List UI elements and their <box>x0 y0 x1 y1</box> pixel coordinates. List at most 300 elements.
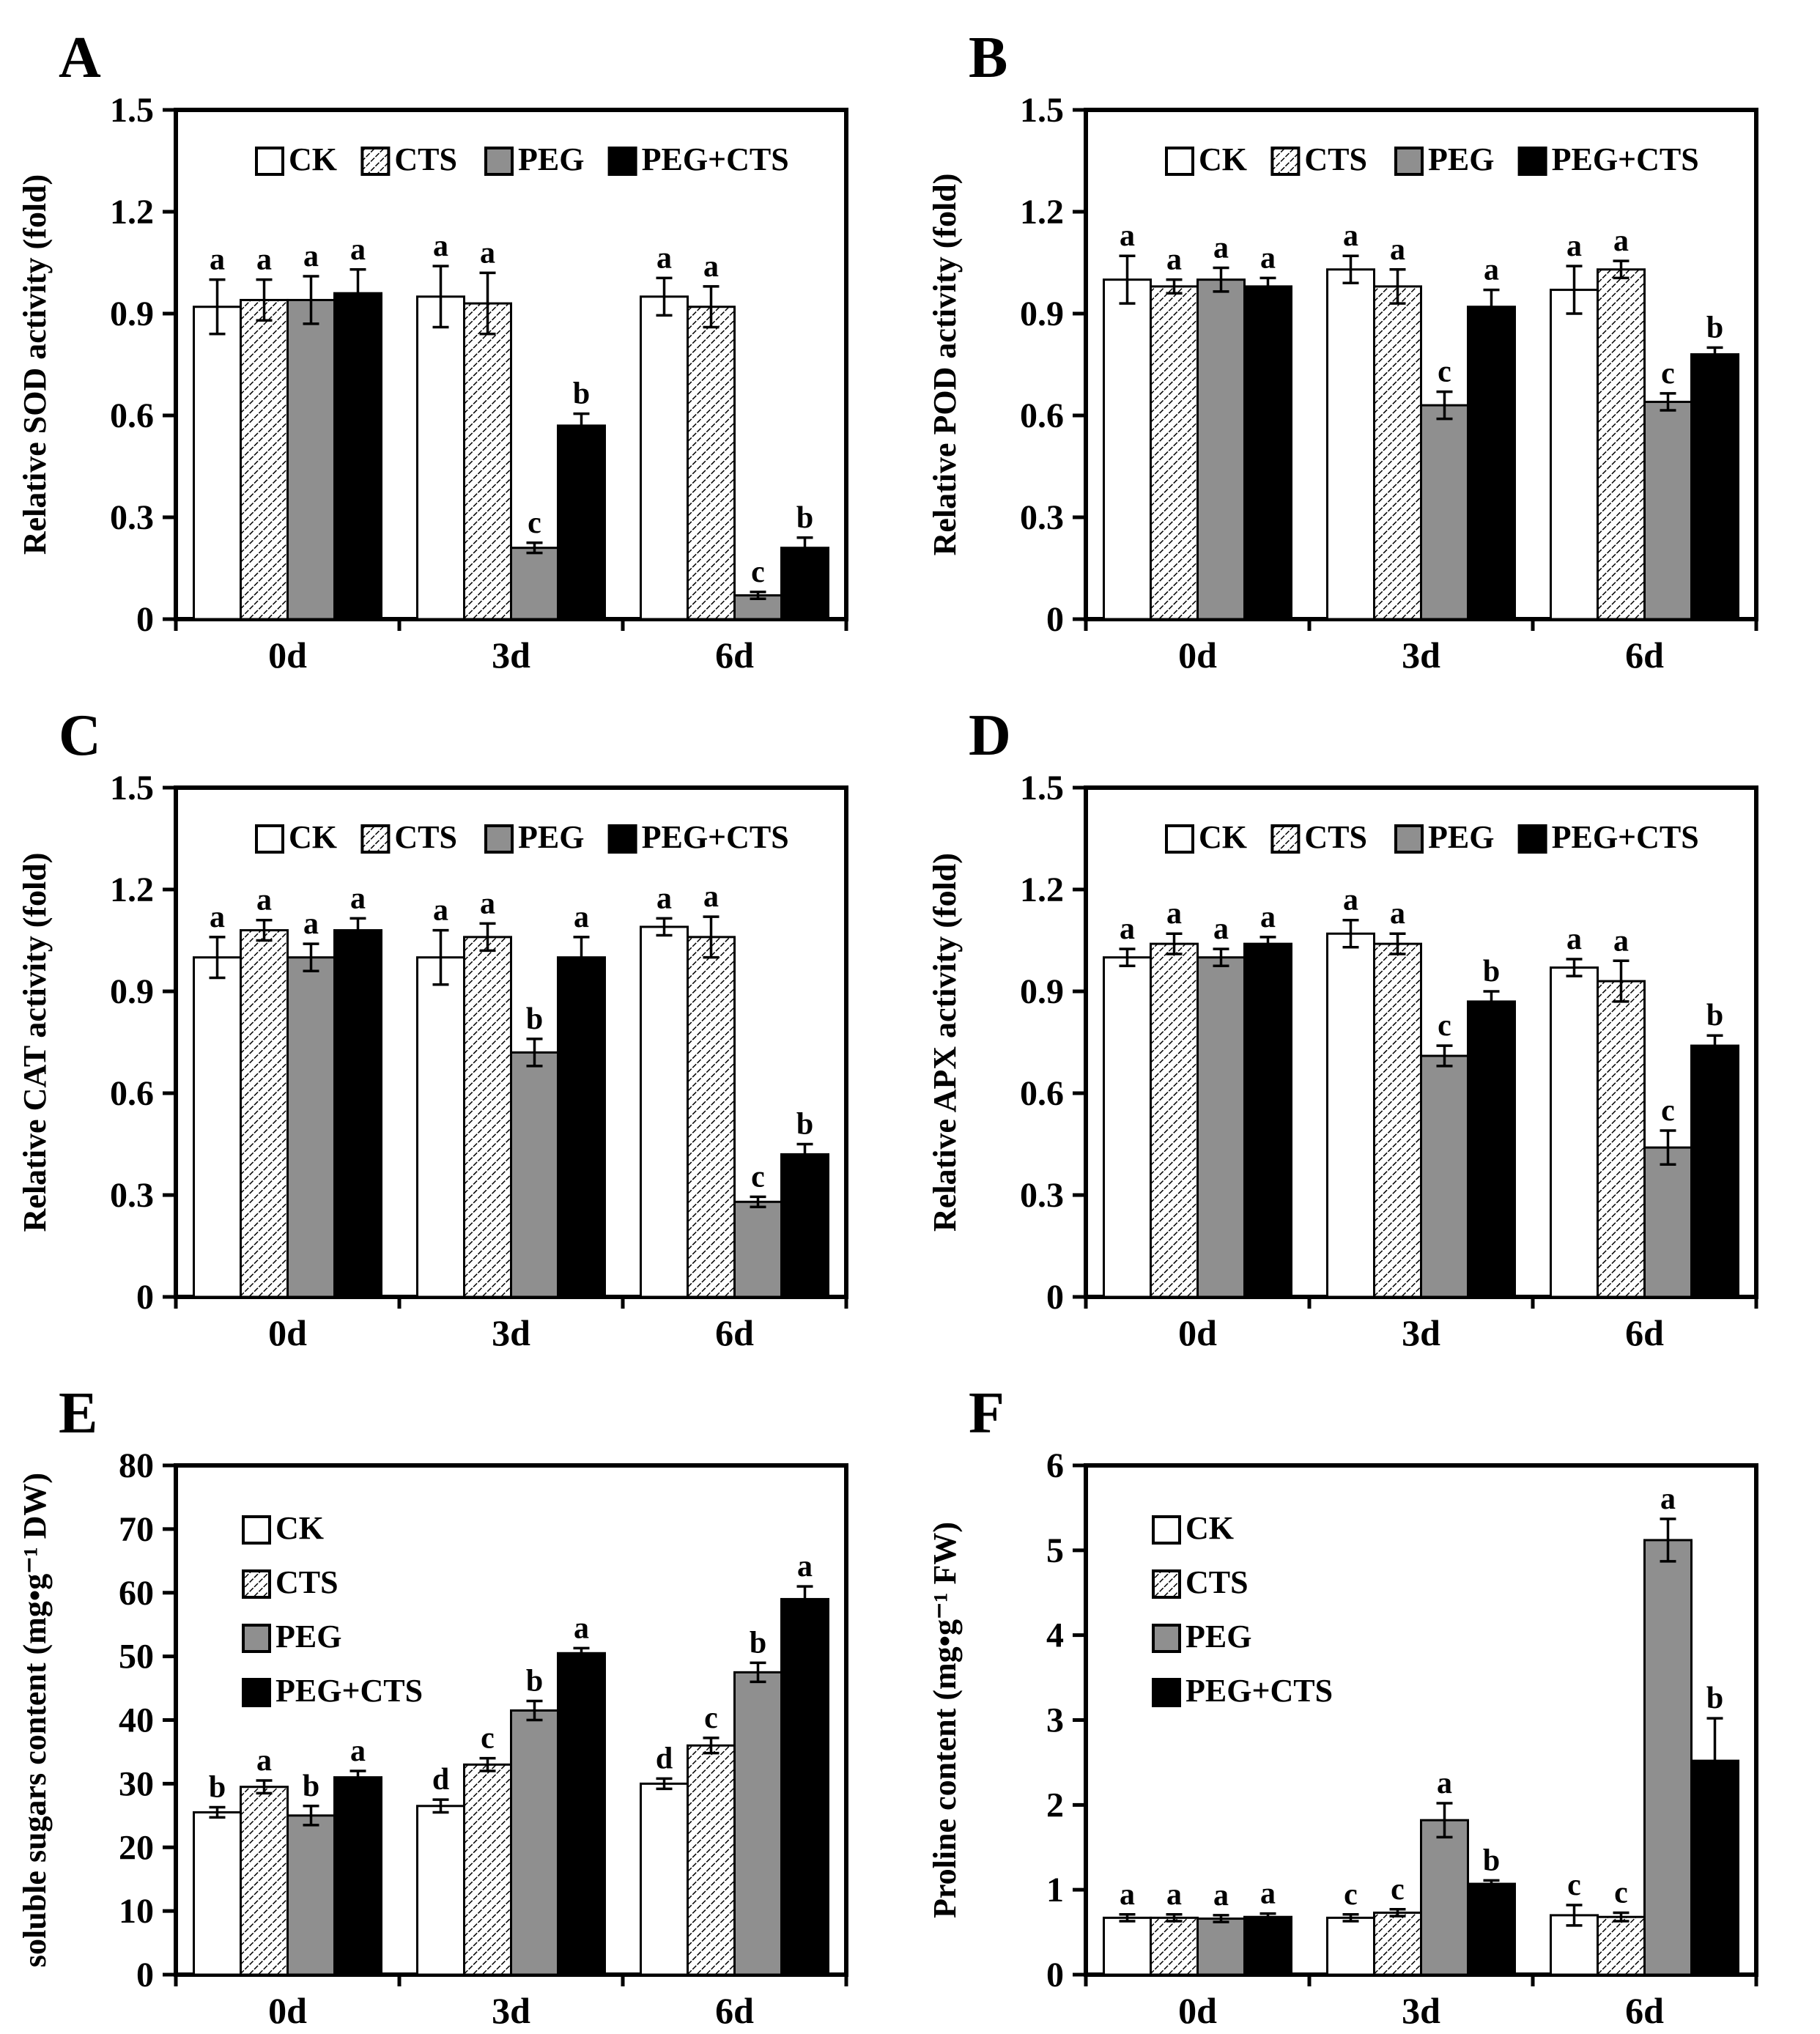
significance-letter: a <box>797 1550 813 1584</box>
y-tick-label: 0.6 <box>110 1074 154 1113</box>
bar-PEG+CTS-0d <box>1245 944 1292 1297</box>
significance-letter: b <box>1482 955 1501 988</box>
bar-CTS-3d <box>465 1764 511 1975</box>
x-category-label: 3d <box>1402 1990 1440 2031</box>
bars <box>194 229 829 619</box>
y-axis <box>1046 1446 1086 1994</box>
y-axis-title: soluble sugars content (mg•g⁻¹ DW) <box>17 1472 53 1968</box>
x-category-label: 3d <box>1402 635 1440 676</box>
significance-letter: a <box>350 232 366 267</box>
error-bar <box>350 918 366 930</box>
significance-letter: a <box>1613 224 1629 259</box>
error-bar <box>1484 991 1500 1002</box>
bar-CTS-0d <box>241 931 288 1297</box>
y-tick-label: 0.9 <box>110 972 154 1011</box>
significance-letter: a <box>1484 253 1499 287</box>
bar-CTS-6d <box>1598 981 1645 1297</box>
legend-label: CTS <box>394 819 457 855</box>
significance-letter: c <box>751 1160 765 1194</box>
panel-F <box>910 1356 1820 2034</box>
significance-letter: c <box>1614 1876 1628 1910</box>
legend-swatch-CK <box>1166 148 1193 174</box>
legend-label: CTS <box>1304 819 1367 855</box>
y-tick-label: 0.3 <box>1020 498 1064 537</box>
y-tick-label: 10 <box>119 1892 154 1931</box>
x-category-label: 0d <box>1178 1990 1217 2031</box>
bar-CK-3d <box>1328 933 1375 1297</box>
panel-D <box>910 678 1820 1356</box>
panel-D-chart <box>910 678 1820 1356</box>
y-tick-label: 0 <box>1046 600 1064 639</box>
panel-letter: F <box>969 1381 1005 1446</box>
bar-PEG+CTS-6d <box>782 1599 829 1975</box>
bar-CTS-0d <box>241 300 288 619</box>
significance-letter: b <box>796 1107 814 1142</box>
significance-letter: c <box>1661 1093 1675 1128</box>
y-tick-label: 0.9 <box>110 295 154 333</box>
panel-A-chart <box>0 0 910 678</box>
bar-CK-3d <box>418 297 465 619</box>
x-axis <box>176 1975 846 2031</box>
significance-letter: d <box>655 1742 673 1776</box>
panel-letter: B <box>969 26 1008 90</box>
y-tick-label: 1.2 <box>1020 193 1064 232</box>
bar-PEG+CTS-3d <box>558 426 605 619</box>
error-bar <box>574 414 590 426</box>
bar-CK-3d <box>1328 270 1375 619</box>
y-tick-label: 50 <box>119 1637 154 1676</box>
significance-letter: a <box>1566 229 1582 264</box>
error-bar <box>1484 290 1500 307</box>
significance-letter: c <box>704 1701 718 1735</box>
y-tick-label: 6 <box>1046 1446 1064 1485</box>
bars <box>1104 884 1739 1297</box>
error-bar <box>797 1586 813 1599</box>
bars <box>1104 219 1739 619</box>
y-tick-label: 0.6 <box>1020 396 1064 435</box>
bar-PEG-6d <box>735 1672 782 1975</box>
x-category-label: 6d <box>1625 635 1664 676</box>
significance-letter: a <box>1120 219 1135 254</box>
legend-label: CTS <box>1185 1564 1249 1600</box>
bar-CTS-0d <box>1151 1917 1198 1975</box>
legend-swatch-PEG <box>1396 826 1422 852</box>
significance-letter: b <box>302 1769 320 1803</box>
y-axis <box>110 769 176 1317</box>
legend-label: CK <box>1199 141 1247 177</box>
significance-letter: a <box>1260 241 1276 275</box>
bar-CK-0d <box>194 1812 241 1975</box>
panel-B <box>910 0 1820 678</box>
y-tick-label: 0 <box>136 1278 154 1317</box>
significance-letter: c <box>1661 356 1675 391</box>
y-tick-label: 3 <box>1046 1701 1064 1740</box>
legend-swatch-CK <box>256 826 283 852</box>
significance-letter: a <box>256 1744 272 1778</box>
significance-letter: a <box>1343 883 1358 917</box>
x-category-label: 6d <box>715 1312 754 1353</box>
significance-letter: a <box>256 243 272 277</box>
x-category-label: 3d <box>492 1990 530 2031</box>
y-axis-title: Relative POD activity (fold) <box>927 173 963 556</box>
bar-PEG+CTS-6d <box>1692 355 1739 619</box>
bar-PEG-0d <box>1198 958 1245 1297</box>
bars <box>194 1550 829 1975</box>
error-bar <box>1260 278 1276 286</box>
legend-label: PEG <box>518 819 585 855</box>
significance-letter: a <box>1213 912 1229 947</box>
bar-PEG+CTS-0d <box>335 1778 382 1975</box>
significance-letter: a <box>433 229 448 264</box>
bar-PEG+CTS-6d <box>782 1154 829 1297</box>
bar-PEG-0d <box>288 1816 335 1975</box>
bar-PEG+CTS-0d <box>1245 1917 1292 1975</box>
legend-swatch-PEG+CTS <box>1520 148 1546 174</box>
bar-CK-3d <box>1328 1917 1375 1975</box>
bar-CTS-3d <box>1375 286 1421 619</box>
legend-swatch-CTS <box>1272 148 1298 174</box>
x-category-label: 3d <box>1402 1312 1440 1353</box>
legend-swatch-CTS <box>362 826 388 852</box>
significance-letter: b <box>1482 1843 1501 1878</box>
y-tick-label: 0 <box>136 600 154 639</box>
significance-letter: c <box>481 1721 495 1756</box>
legend <box>1153 1510 1333 1709</box>
x-axis <box>176 619 846 676</box>
significance-letter: a <box>1166 897 1182 931</box>
x-axis <box>1086 1975 1756 2031</box>
significance-letter: c <box>1391 1872 1405 1907</box>
bar-CK-6d <box>641 927 688 1297</box>
significance-letter: a <box>210 243 225 277</box>
y-tick-label: 5 <box>1046 1531 1064 1570</box>
panel-C <box>0 678 910 1356</box>
legend-swatch-PEG+CTS <box>243 1679 270 1706</box>
bar-CK-0d <box>194 958 241 1297</box>
legend-label: CK <box>275 1510 324 1546</box>
y-tick-label: 1.5 <box>110 769 154 807</box>
y-tick-label: 20 <box>119 1828 154 1868</box>
significance-letter: a <box>574 1611 589 1646</box>
legend-swatch-CTS <box>1153 1571 1180 1597</box>
x-axis <box>1086 1297 1756 1353</box>
x-category-label: 0d <box>268 635 307 676</box>
bar-CK-3d <box>418 1806 465 1975</box>
significance-letter: c <box>1567 1868 1581 1903</box>
legend-label: CTS <box>394 141 457 177</box>
bar-PEG-3d <box>1421 1820 1468 1975</box>
y-axis-title: Proline content (mg•g⁻¹ FW) <box>927 1521 963 1919</box>
bar-CTS-3d <box>1375 1912 1421 1975</box>
bar-CTS-3d <box>465 937 511 1297</box>
significance-letter: a <box>303 240 319 274</box>
bar-PEG-3d <box>511 1052 558 1297</box>
legend-swatch-PEG <box>243 1625 270 1652</box>
significance-letter: d <box>432 1763 450 1797</box>
y-tick-label: 0.3 <box>110 498 154 537</box>
significance-letter: a <box>1120 912 1135 947</box>
legend-swatch-PEG <box>486 148 512 174</box>
bar-CTS-6d <box>688 307 735 619</box>
significance-letter: a <box>1120 1877 1135 1912</box>
legend-swatch-CTS <box>1272 826 1298 852</box>
error-bar <box>797 538 813 548</box>
bar-CK-3d <box>418 958 465 1297</box>
significance-letter: b <box>525 1002 544 1036</box>
legend <box>243 1510 423 1709</box>
bar-PEG+CTS-3d <box>1468 1884 1515 1975</box>
legend-label: PEG+CTS <box>1185 1673 1333 1709</box>
bar-CK-6d <box>1551 290 1598 619</box>
x-axis <box>1086 619 1756 676</box>
significance-letter: c <box>751 555 765 589</box>
significance-letter: a <box>350 881 366 916</box>
y-tick-label: 70 <box>119 1509 154 1549</box>
significance-letter: a <box>1166 1877 1182 1912</box>
bar-CTS-0d <box>1151 944 1198 1297</box>
error-bar <box>350 270 366 293</box>
bar-PEG+CTS-3d <box>1468 1002 1515 1297</box>
error-bar <box>1707 1718 1723 1761</box>
significance-letter: a <box>480 236 495 270</box>
legend-label: PEG <box>1428 141 1495 177</box>
legend-label: CTS <box>275 1564 339 1600</box>
bar-PEG-6d <box>1645 1540 1692 1975</box>
panel-C-chart <box>0 678 910 1356</box>
bar-CTS-0d <box>1151 286 1198 619</box>
y-tick-label: 4 <box>1046 1616 1064 1655</box>
bar-CK-0d <box>1104 958 1151 1297</box>
bar-PEG-3d <box>511 1710 558 1975</box>
legend-swatch-PEG+CTS <box>610 148 636 174</box>
legend-swatch-CTS <box>243 1571 270 1597</box>
significance-letter: a <box>256 883 272 917</box>
panel-letter: A <box>59 26 101 90</box>
y-tick-label: 1.2 <box>110 193 154 232</box>
legend-label: PEG <box>1185 1619 1252 1654</box>
y-tick-label: 0.9 <box>1020 972 1064 1011</box>
bar-PEG-0d <box>288 958 335 1297</box>
y-tick-label: 2 <box>1046 1786 1064 1825</box>
x-category-label: 6d <box>1625 1990 1664 2031</box>
panel-letter: C <box>59 703 101 768</box>
significance-letter: a <box>1437 1767 1452 1801</box>
significance-letter: a <box>703 880 719 914</box>
significance-letter: a <box>574 900 589 934</box>
bar-CTS-0d <box>241 1787 288 1975</box>
significance-letter: a <box>656 241 672 275</box>
legend-label: CK <box>289 819 337 855</box>
bar-PEG-0d <box>1198 280 1245 619</box>
bar-CK-0d <box>1104 1917 1151 1975</box>
y-tick-label: 0 <box>1046 1278 1064 1317</box>
bar-CTS-6d <box>688 937 735 1297</box>
x-category-label: 0d <box>268 1312 307 1353</box>
y-tick-label: 0.3 <box>1020 1176 1064 1215</box>
significance-letter: a <box>1166 243 1182 277</box>
y-axis <box>119 1446 176 1994</box>
bar-PEG+CTS-0d <box>335 931 382 1297</box>
significance-letter: b <box>1706 1682 1724 1716</box>
bar-PEG-6d <box>735 1202 782 1297</box>
bar-CK-6d <box>641 1783 688 1975</box>
significance-letter: b <box>1706 999 1724 1033</box>
significance-letter: b <box>525 1664 544 1698</box>
y-tick-label: 60 <box>119 1573 154 1613</box>
bars <box>1104 1482 1739 1975</box>
y-tick-label: 1.5 <box>1020 91 1064 130</box>
bar-PEG+CTS-0d <box>335 293 382 619</box>
bar-PEG+CTS-6d <box>1692 1761 1739 1975</box>
legend-label: PEG <box>1428 819 1495 855</box>
error-bar <box>1707 1035 1723 1046</box>
y-tick-label: 30 <box>119 1764 154 1804</box>
significance-letter: a <box>1213 231 1229 265</box>
significance-letter: b <box>796 500 814 535</box>
legend-label: PEG+CTS <box>1551 141 1699 177</box>
legend-label: PEG+CTS <box>1551 819 1699 855</box>
significance-letter: c <box>1438 1009 1451 1043</box>
significance-letter: b <box>208 1770 226 1805</box>
x-category-label: 3d <box>492 635 530 676</box>
x-category-label: 0d <box>1178 1312 1217 1353</box>
x-category-label: 6d <box>715 1990 754 2031</box>
y-tick-label: 40 <box>119 1701 154 1740</box>
y-tick-label: 1.5 <box>1020 769 1064 807</box>
bars <box>194 880 829 1297</box>
error-bar <box>574 937 590 958</box>
panel-B-chart <box>910 0 1820 678</box>
significance-letter: a <box>433 893 448 928</box>
significance-letter: a <box>1390 232 1405 267</box>
bar-CK-6d <box>1551 968 1598 1297</box>
significance-letter: a <box>1213 1878 1229 1912</box>
bar-PEG+CTS-6d <box>1692 1046 1739 1297</box>
significance-letter: b <box>749 1626 767 1660</box>
y-axis <box>1020 91 1086 639</box>
x-category-label: 6d <box>715 635 754 676</box>
panel-letter: D <box>969 703 1011 768</box>
significance-letter: b <box>1706 311 1724 345</box>
significance-letter: a <box>1613 924 1629 958</box>
y-tick-label: 1.2 <box>1020 870 1064 909</box>
legend-label: PEG+CTS <box>641 141 789 177</box>
panel-E <box>0 1356 910 2034</box>
bar-CTS-6d <box>1598 270 1645 619</box>
x-axis <box>176 1297 846 1353</box>
bar-PEG+CTS-6d <box>782 548 829 619</box>
x-category-label: 0d <box>1178 635 1217 676</box>
legend <box>1166 141 1699 177</box>
legend-swatch-CK <box>1166 826 1193 852</box>
significance-letter: a <box>1660 1482 1676 1516</box>
bar-PEG+CTS-0d <box>1245 286 1292 619</box>
legend-swatch-CTS <box>362 148 388 174</box>
bar-PEG-0d <box>288 300 335 619</box>
legend-label: PEG+CTS <box>641 819 789 855</box>
bar-PEG-6d <box>1645 1147 1692 1297</box>
legend-label: CK <box>1185 1510 1234 1546</box>
legend-swatch-CK <box>243 1517 270 1543</box>
legend-label: CTS <box>1304 141 1367 177</box>
bar-PEG+CTS-3d <box>558 1653 605 1975</box>
y-axis <box>1020 769 1086 1317</box>
significance-letter: a <box>703 249 719 284</box>
bar-PEG-3d <box>1421 1056 1468 1297</box>
significance-letter: a <box>350 1734 366 1768</box>
legend-swatch-PEG+CTS <box>1153 1679 1180 1706</box>
bar-PEG-3d <box>511 548 558 619</box>
significance-letter: c <box>1438 355 1451 389</box>
significance-letter: a <box>303 907 319 942</box>
legend-swatch-PEG <box>486 826 512 852</box>
significance-letter: c <box>528 506 541 540</box>
significance-letter: a <box>1390 897 1405 931</box>
x-category-label: 6d <box>1625 1312 1664 1353</box>
legend-label: PEG <box>275 1619 342 1654</box>
significance-letter: a <box>656 881 672 916</box>
y-tick-label: 0.3 <box>110 1176 154 1215</box>
y-tick-label: 0 <box>1046 1956 1064 1994</box>
significance-letter: a <box>480 887 495 921</box>
y-tick-label: 0 <box>136 1956 154 1994</box>
legend <box>1166 819 1699 855</box>
y-tick-label: 0.9 <box>1020 295 1064 333</box>
significance-letter: a <box>1566 922 1582 956</box>
bar-PEG-0d <box>1198 1919 1245 1975</box>
bar-CK-0d <box>1104 280 1151 619</box>
legend-swatch-CK <box>1153 1517 1180 1543</box>
y-axis-title: Relative CAT activity (fold) <box>17 852 53 1232</box>
significance-letter: a <box>1260 900 1276 934</box>
legend-label: CK <box>1199 819 1247 855</box>
bar-PEG+CTS-3d <box>558 958 605 1297</box>
y-tick-label: 1.5 <box>110 91 154 130</box>
error-bar <box>797 1144 813 1155</box>
bar-PEG-3d <box>1421 405 1468 619</box>
x-category-label: 3d <box>492 1312 530 1353</box>
significance-letter: c <box>1344 1877 1358 1912</box>
panel-letter: E <box>59 1381 98 1446</box>
y-tick-label: 80 <box>119 1446 154 1485</box>
legend-swatch-CK <box>256 148 283 174</box>
legend-swatch-PEG+CTS <box>1520 826 1546 852</box>
bar-CK-6d <box>641 297 688 619</box>
legend-swatch-PEG <box>1153 1625 1180 1652</box>
bar-CK-0d <box>194 307 241 619</box>
bar-PEG+CTS-3d <box>1468 307 1515 619</box>
legend-label: PEG+CTS <box>275 1673 423 1709</box>
legend-swatch-PEG <box>1396 148 1422 174</box>
y-tick-label: 1.2 <box>110 870 154 909</box>
legend <box>256 141 789 177</box>
y-axis-title: Relative APX activity (fold) <box>927 853 963 1232</box>
panel-F-chart <box>910 1356 1820 2034</box>
panel-A <box>0 0 910 678</box>
y-axis-title: Relative SOD activity (fold) <box>17 174 53 555</box>
legend-label: CK <box>289 141 337 177</box>
bar-CTS-6d <box>688 1745 735 1975</box>
legend-swatch-PEG+CTS <box>610 826 636 852</box>
y-tick-label: 1 <box>1046 1871 1064 1910</box>
y-tick-label: 0.6 <box>1020 1074 1064 1113</box>
bar-CTS-6d <box>1598 1917 1645 1975</box>
significance-letter: a <box>1260 1876 1276 1911</box>
significance-letter: b <box>572 377 591 411</box>
bar-CTS-3d <box>465 303 511 619</box>
panel-E-chart <box>0 1356 910 2034</box>
y-tick-label: 0.6 <box>110 396 154 435</box>
